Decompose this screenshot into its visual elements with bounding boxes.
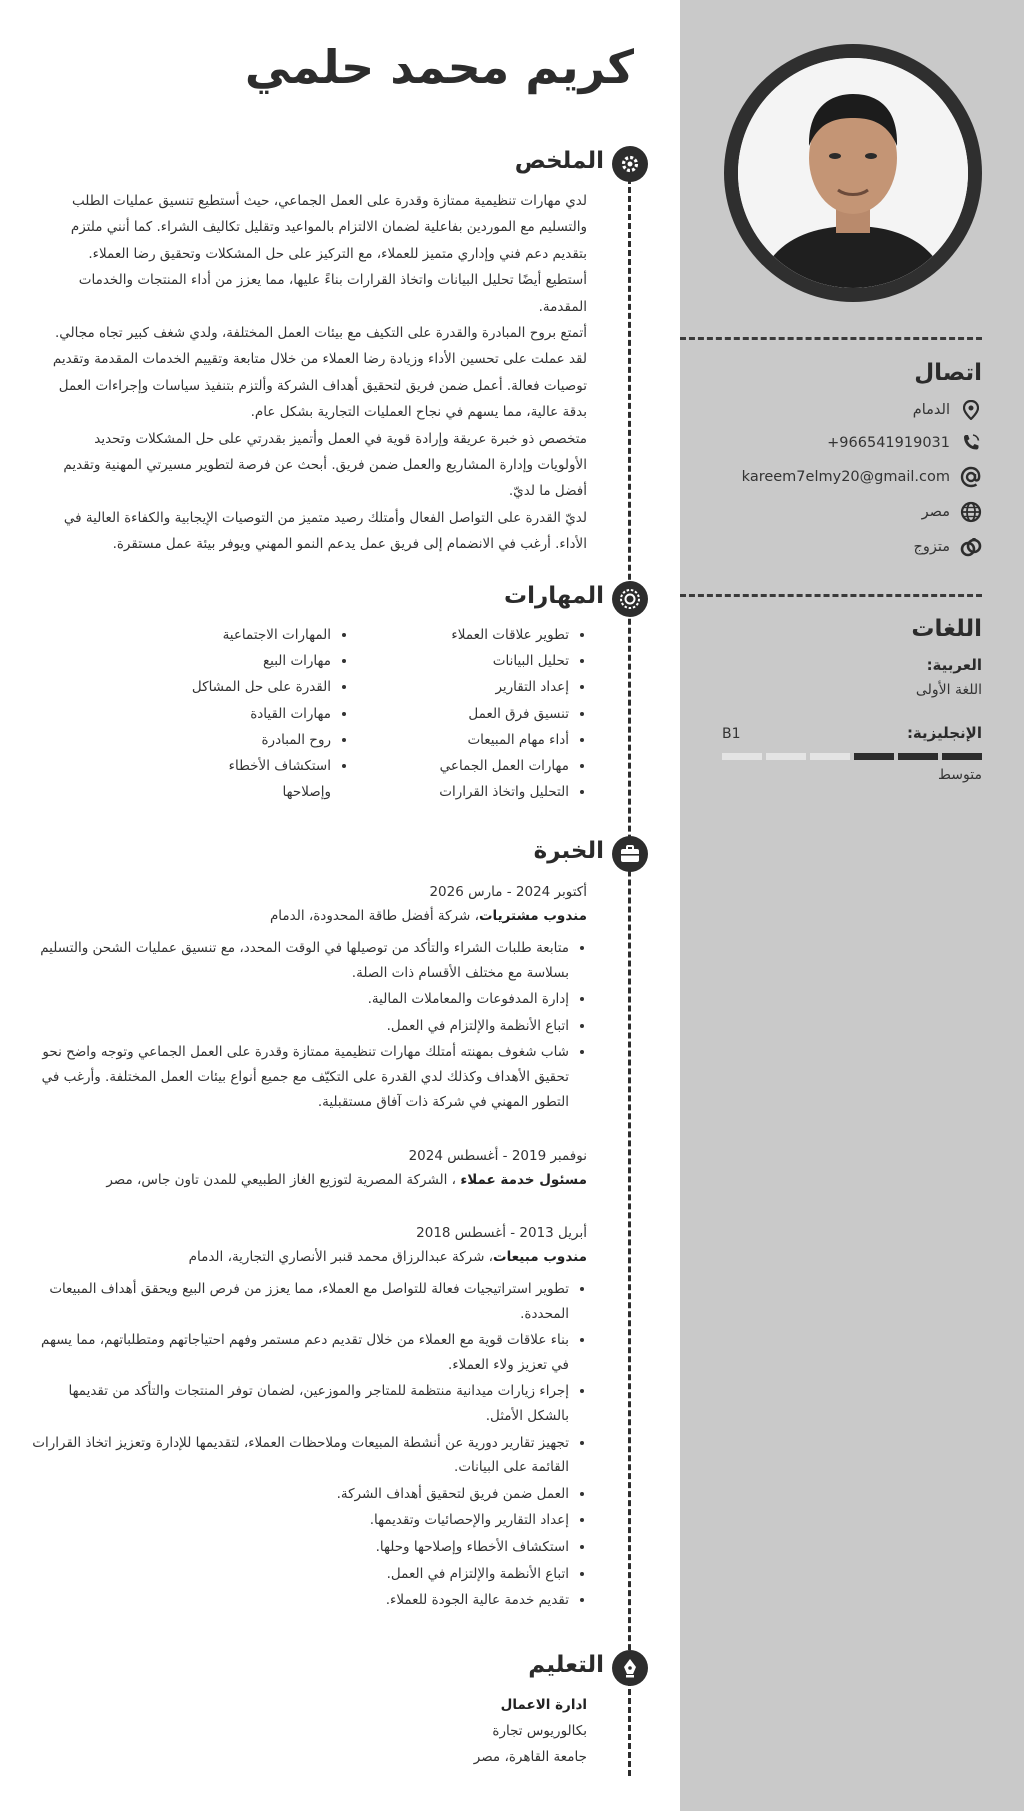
section-title-education: التعليم [528, 1652, 604, 1678]
skill-item: • استكشاف الأخطاء وإصلاحها [181, 753, 331, 805]
skills-column [181, 622, 349, 805]
skill-item: • التحليل واتخاذ القرارات [419, 779, 569, 805]
job-duty: • إجراء زيارات ميدانية منتظمة للمتاجر والموزعين، لضمان توفر المنتجات والتأكد من تقديمها بالشكل الأمثل. [27, 1379, 569, 1428]
skills-list [27, 622, 587, 805]
language-level: متوسط [938, 767, 982, 783]
job-duty: • تقديم خدمة عالية الجودة للعملاء. [27, 1588, 569, 1613]
proficiency-segment [722, 753, 762, 760]
section-title-skills: المهارات [504, 583, 604, 609]
job-date: نوفمبر 2019 - أغسطس 2024 [408, 1148, 587, 1164]
briefcase-icon [612, 836, 648, 872]
experience-item [27, 880, 587, 1116]
proficiency-segment [898, 753, 938, 760]
skills-badge-icon [612, 581, 648, 617]
job-date: أبريل 2013 - أغسطس 2018 [416, 1225, 587, 1241]
section-title-summary: الملخص [514, 148, 604, 174]
contact-city: الدمام [913, 398, 982, 422]
job-title: مسئول خدمة عملاء [460, 1172, 587, 1188]
education-degree: بكالوريوس تجارة [492, 1723, 587, 1739]
job-duty: • تجهيز تقارير دورية عن أنشطة المبيعات وملاحظات العملاء، لتقديمها للإدارة وتعزيز اتخاذ القرارات القائمة على البيانات. [27, 1431, 569, 1480]
job-date: أكتوبر 2024 - مارس 2026 [429, 884, 587, 900]
sidebar [680, 0, 1024, 1811]
summary-paragraph: لديّ القدرة على التواصل الفعال وأمتلك رصيد متميز من التوصيات الإيجابية والكفاءة العالية في الأداء. أرغب في الانضمام إلى فريق عمل يدعم النمو المهني ويوفر بيئة عمل مستقرة. [63, 509, 587, 553]
contact-marital: متزوج [913, 535, 982, 559]
skill-item: • تحليل البيانات [419, 648, 569, 674]
experience-item [27, 1221, 587, 1615]
sidebar-divider [680, 594, 982, 597]
skill-item: • تنسيق فرق العمل [419, 701, 569, 727]
profile-photo [724, 44, 982, 302]
skill-item: • روح المبادرة [181, 727, 331, 753]
job-duty: • اتباع الأنظمة والإلتزام في العمل. [27, 1562, 569, 1587]
education-field: ادارة الاعمال [500, 1697, 587, 1713]
language-name: الإنجليزية: [906, 724, 982, 742]
language-level: اللغة الأولى [915, 682, 982, 698]
languages-title: اللغات [911, 616, 982, 642]
skill-item: • أداء مهام المبيعات [419, 727, 569, 753]
education-school: جامعة القاهرة، مصر [473, 1749, 587, 1765]
skill-item: • مهارات العمل الجماعي [419, 753, 569, 779]
experience-item [27, 1144, 587, 1192]
contact-email[interactable]: kareem7elmy20@gmail.com [742, 465, 982, 489]
person-portrait-icon [738, 58, 968, 288]
skill-item: • إعداد التقارير [419, 674, 569, 700]
section-title-experience: الخبرة [533, 838, 604, 864]
job-title: مندوب مشتريات [478, 908, 587, 924]
location-pin-icon [960, 399, 982, 421]
education-item [474, 1692, 587, 1770]
skills-column [419, 622, 587, 805]
job-duty: • إدارة المدفوعات والمعاملات المالية. [27, 987, 569, 1012]
proficiency-segment [854, 753, 894, 760]
job-duty: • بناء علاقات قوية مع العملاء من خلال تقديم دعم مستمر وفهم احتياجاتهم ومتطلباتهم، مما يسهم في تعزيز ولاء العملاء. [27, 1328, 569, 1377]
summary-paragraph: لدي مهارات تنظيمية ممتازة وقدرة على العمل الجماعي، حيث أستطيع تنسيق عمليات الطلب والتسليم مع الموردين بفاعلية لضمان الالتزام بالمواعيد وتقليل تكاليف الشراء. كما أنني ملتزم بتقديم دعم فني وإداري متميز للعملاء، مع التركيز على حل المشكلات وتحقيق رضا العملاء. أستطيع أيضًا تحليل البيانات واتخاذ القرارات بناءً عليها، مما يعزز من أداء المنتجات والخدمات المقدمة. [70, 193, 587, 315]
job-duty: • شاب شغوف بمهنته أمتلك مهارات تنظيمية ممتازة وقدرة على العمل الجماعي وتوجه واضح نحو تحقيق الأهداف وكذلك لدي القدرة على التكيّف مع جميع أنواع بيئات العمل المختلفة. وأرغب في التطور المهني في شركة ذات آفاق مستقبلية. [27, 1040, 569, 1114]
gear-icon [612, 146, 648, 182]
proficiency-segment [942, 753, 982, 760]
skill-item: • مهارات البيع [181, 648, 331, 674]
avatar [738, 58, 968, 288]
skill-item: • مهارات القيادة [181, 701, 331, 727]
language-proficiency-bar [722, 753, 982, 760]
job-duty: • إعداد التقارير والإحصائيات وتقديمها. [27, 1508, 569, 1533]
graduation-pen-icon [612, 1650, 648, 1686]
job-company: ، شركة أفضل طاقة المحدودة، الدمام [269, 908, 479, 924]
job-company: ، الشركة المصرية لتوزيع الغاز الطبيعي للمدن تاون جاس، مصر [106, 1172, 461, 1188]
job-duty: • استكشاف الأخطاء وإصلاحها وحلها. [27, 1535, 569, 1560]
contact-phone[interactable]: +966541919031 [827, 431, 982, 455]
globe-icon [960, 501, 982, 523]
language-name: العربية: [926, 656, 982, 674]
contact-country: مصر [922, 500, 982, 524]
summary-paragraph: متخصص ذو خبرة عريقة وإرادة قوية في العمل وأتميز بقدرتي على حل المشكلات وتحديد الأولويات وإدارة المشاريع والعمل ضمن فريق. أبحث عن فرصة لتطوير مسيرتي المهنية وتقديم أفضل ما لديّ. [63, 430, 587, 500]
job-duties [27, 936, 587, 1114]
rings-icon [960, 536, 982, 558]
job-duties [27, 1277, 587, 1613]
job-duty: • اتباع الأنظمة والإلتزام في العمل. [27, 1014, 569, 1039]
page-title: كريم محمد حلمي [244, 40, 634, 94]
sidebar-divider [680, 337, 982, 340]
phone-icon [960, 432, 982, 454]
language-cefr: B1 [722, 726, 741, 742]
job-company: ، شركة عبدالرزاق محمد قنبر الأنصاري التجارية، الدمام [188, 1249, 494, 1265]
job-duty: • العمل ضمن فريق لتحقيق أهداف الشركة. [27, 1482, 569, 1507]
proficiency-segment [810, 753, 850, 760]
timeline-line [628, 160, 631, 1776]
proficiency-segment [766, 753, 806, 760]
at-icon [960, 466, 982, 488]
summary-text [47, 188, 587, 558]
skill-item: • القدرة على حل المشاكل [181, 674, 331, 700]
contact-title: اتصال [914, 360, 982, 386]
job-duty: • تطوير استراتيجيات فعالة للتواصل مع العملاء، مما يعزز من فرص البيع ويحقق أهداف المبيعات المحددة. [27, 1277, 569, 1326]
job-title: مندوب مبيعات [493, 1249, 587, 1265]
skill-item: • تطوير علاقات العملاء [419, 622, 569, 648]
job-duty: • متابعة طلبات الشراء والتأكد من توصيلها في الوقت المحدد، مع تنسيق عمليات الشحن والتسليم بسلاسة مع مختلف الأقسام ذات الصلة. [27, 936, 569, 985]
summary-paragraph: أتمتع بروح المبادرة والقدرة على التكيف مع بيئات العمل المختلفة، ولدي شغف كبير تجاه مجالي. لقد عملت على تحسين الأداء وزيادة رضا العملاء من خلال متابعة وتقييم الخدمات المقدمة وتقديم توصيات فعالة. أعمل ضمن فريق لتحقيق أهداف الشركة وألتزم بتنفيذ سياسات وإجراءات العمل بدقة عالية، مما يسهم في نجاح العمليات التجارية بشكل عام. [52, 325, 587, 421]
job-title-line [27, 1245, 587, 1269]
job-title-line [27, 904, 587, 928]
skill-item: • المهارات الاجتماعية [181, 622, 331, 648]
job-title-line [27, 1168, 587, 1192]
